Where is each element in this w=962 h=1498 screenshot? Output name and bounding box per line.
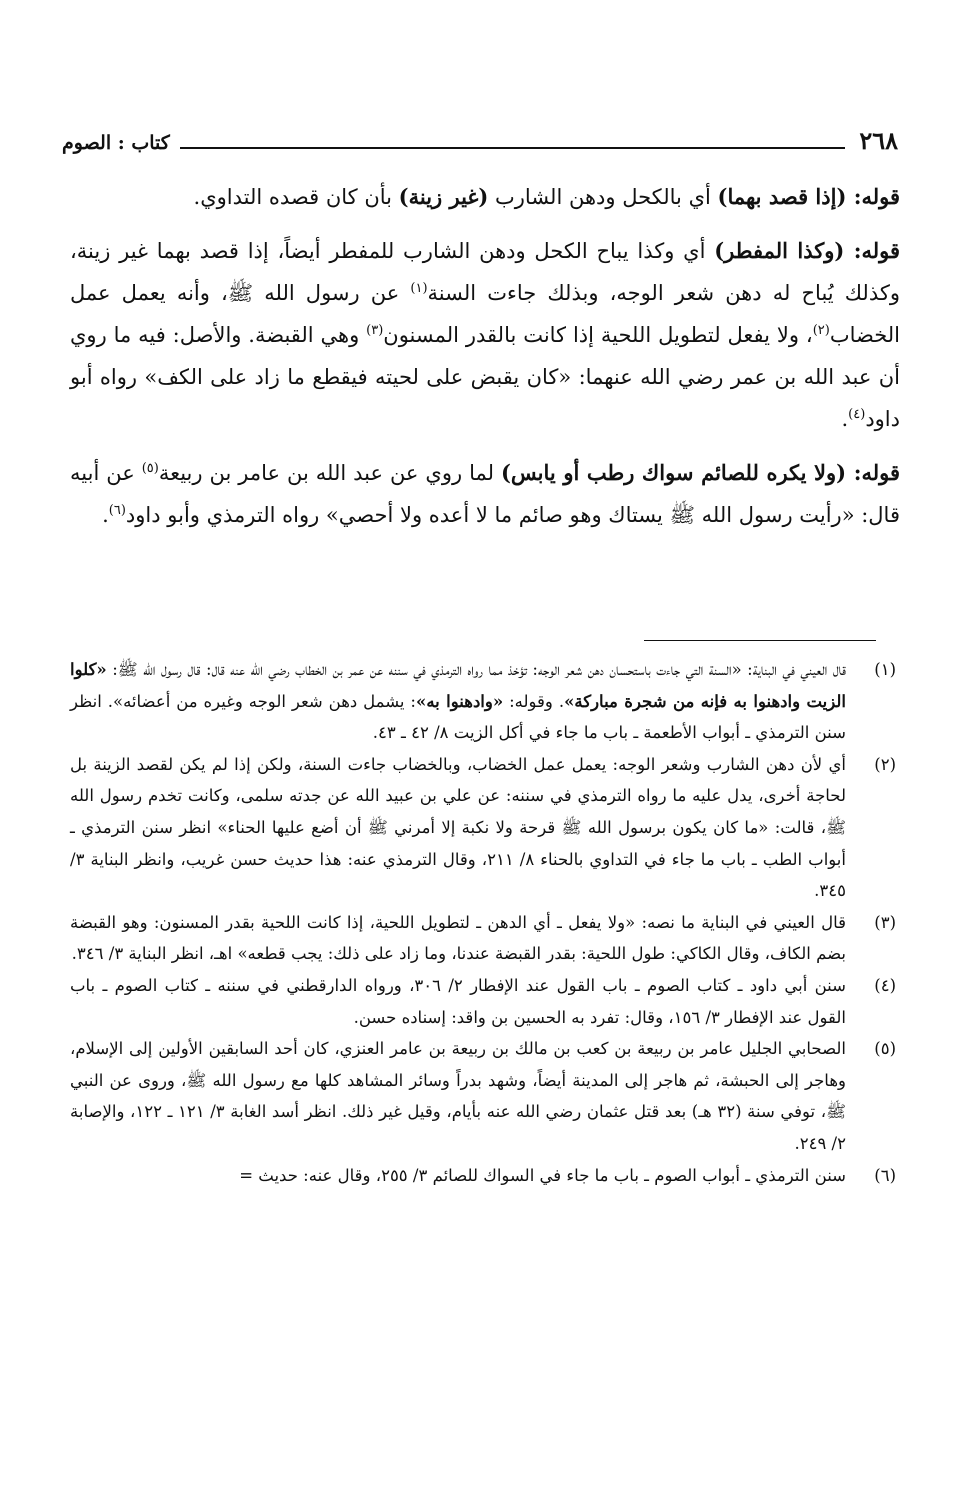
footnote-number: (٤)	[874, 975, 896, 995]
footnote	[70, 1033, 900, 1159]
paragraph-text: وهي القبضة. والأصل: فيه ما روي أن عبد الله بن عمر رضي الله عنهما: «كان يقبض على لحيته فيقطع ما زاد على الكف» رواه أبو داود	[70, 323, 900, 431]
footnote-text: سنن أبي داود ـ كتاب الصوم ـ باب القول عند الإفطار ٢/ ٣٠٦، ورواه الدارقطني في سننه ـ كتاب الصوم ـ باب القول عند الإفطار ٣/ ١٥٦، وقال: تفرد به الحسين بن واقد: إسناده حسن.	[70, 975, 846, 1027]
footnote	[70, 1160, 900, 1192]
paragraph-text: .	[841, 407, 849, 431]
paragraph-text: أي وكذا يباح الكحل ودهن الشارب للمفطر أيضاً، إذا قصد بهما غير زينة، وكذلك يُباح له دهن شعر الوجه، وبذلك جاءت السنة	[70, 239, 900, 305]
footnote-number: (٥)	[874, 1039, 896, 1059]
footnote	[70, 970, 900, 1033]
running-header	[62, 117, 898, 153]
footnote-text: قال العيني في البناية ما نصه: «ولا يفعل ـ أي الدهن ـ لتطويل اللحية، إذا كانت اللحية بقدر المسنون: وهو القبضة بضم الكاف، وقال الكاكي: طول اللحية: بقدر القبضة عندنا، وما زاد على ذلك: يجب قطعه» اهـ، انظر البناية ٣/ ٣٤٦.	[70, 912, 846, 964]
paragraph-text: لما روي عن عبد الله بن عامر بن ربيعة	[158, 461, 501, 485]
paragraph-text: عن رسول الله ﷺ، وأنه يعمل عمل الخضاب	[70, 281, 900, 347]
book-title: كتاب : الصوم	[62, 132, 170, 154]
footnote-separator	[644, 640, 876, 641]
footnote-ref[interactable]: (٥)	[141, 461, 159, 476]
footnotes	[70, 654, 900, 1191]
paragraph	[70, 230, 900, 440]
footnote-ref[interactable]: (٦)	[108, 503, 126, 518]
header-rule	[180, 147, 846, 149]
footnote-text: أي لأن دهن الشارب وشعر الوجه: يعمل عمل الخضاب، وبالخضاب جاءت السنة، ولكن إذا لم يكن لقصد الزينة بل لحاجة أخرى، يدل عليه ما رواه الترمذي في سننه: عن علي بن عبيد الله عن جدته سلمى، وكانت تخدم رسول الله ﷺ، قالت: «ما كان يكون برسول الله ﷺ قرحة ولا نكبة إلا أمرني ﷺ أن أضع عليها الحناء» انظر سنن الترمذي ـ أبواب الطب ـ باب ما جاء في التداوي بالحناء ٨/ ٢١١، وقال الترمذي عنه: هذا حديث حسن غريب، وانظر البناية ٣/ ٣٤٥.	[70, 754, 846, 901]
paragraph-lead: قوله:	[853, 460, 900, 485]
main-text	[70, 176, 900, 548]
paragraph-text: أي بالكحل ودهن الشارب	[488, 185, 718, 209]
quoted-term: (وكذا المفطر)	[714, 238, 854, 263]
footnote-segment: قال العيني في البناية: «السنة التي جاءت باستحسان دهن شعر الوجه: تؤخذ مما رواه الترمذي في سننه عن عمر بن الخطاب رضي الله عنه قال: قال رسول الله ﷺ:	[106, 660, 846, 679]
footnote-number: (٢)	[874, 754, 896, 774]
footnote-text: سنن الترمذي ـ أبواب الصوم ـ باب ما جاء في السواك للصائم ٣/ ٢٥٥، وقال عنه: حديث =	[239, 1165, 846, 1185]
hadith-quote: «كلوا الزيت وادهنوا به فإنه من شجرة مباركة»	[70, 660, 846, 711]
paragraph-lead: قوله:	[853, 238, 900, 263]
footnote-text	[70, 654, 846, 749]
paragraph	[70, 452, 900, 536]
paragraph-text: ، ولا يفعل لتطويل اللحية إذا كانت بالقدر المسنون	[383, 323, 813, 347]
paragraph-text: بأن كان قصده التداوي.	[193, 185, 399, 209]
footnote	[70, 907, 900, 970]
footnote-ref[interactable]: (٤)	[848, 407, 866, 422]
quoted-term: (ولا يكره للصائم سواك رطب أو يابس)	[500, 460, 854, 485]
footnote-ref[interactable]: (١)	[410, 281, 428, 296]
footnote-text: الصحابي الجليل عامر بن ربيعة بن كعب بن مالك بن ربيعة بن عامر العنزي، كان أحد السابقين الأولين إلى الإسلام، وهاجر إلى الحبشة، ثم هاجر إلى المدينة أيضاً، وشهد بدراً وسائر المشاهد كلها مع رسول الله ﷺ، وروى عن النبي ﷺ، توفي سنة (٣٢ هـ) بعد قتل عثمان رضي الله عنه بأيام، وقيل غير ذلك. انظر أسد الغابة ٣/ ١٢١ ـ ١٢٢، والإصابة ٢/ ٢٤٩.	[70, 1039, 847, 1153]
paragraph-text: عن أبيه قال: «رأيت رسول الله ﷺ يستاك وهو صائم ما لا أعده ولا أحصي» رواه الترمذي وأبو داود	[70, 461, 900, 527]
footnote-number: (٣)	[874, 912, 896, 932]
footnote-segment: . وقوله:	[503, 691, 565, 711]
quoted-term: (غير زينة)	[398, 184, 489, 209]
hadith-quote: «وادهنوا به»	[416, 691, 504, 711]
paragraph-lead: قوله:	[853, 184, 900, 209]
quoted-term: (إذا قصد بهما)	[717, 184, 854, 209]
footnote	[70, 749, 900, 907]
footnote-ref[interactable]: (٢)	[812, 323, 830, 338]
paragraph	[70, 176, 900, 218]
footnote-ref[interactable]: (٣)	[366, 323, 384, 338]
paragraph-text: .	[102, 503, 109, 527]
footnote	[70, 654, 900, 749]
footnote-number: (٦)	[874, 1165, 896, 1185]
footnote-number: (١)	[874, 660, 896, 679]
footnote-segment: : يشمل دهن شعر الوجه وغيره من أعضائه». انظر سنن الترمذي ـ أبواب الأطعمة ـ باب ما جاء في أكل الزيت ٨/ ٤٢ ـ ٤٣.	[70, 691, 846, 743]
page-number: ٢٦٨	[859, 126, 898, 155]
